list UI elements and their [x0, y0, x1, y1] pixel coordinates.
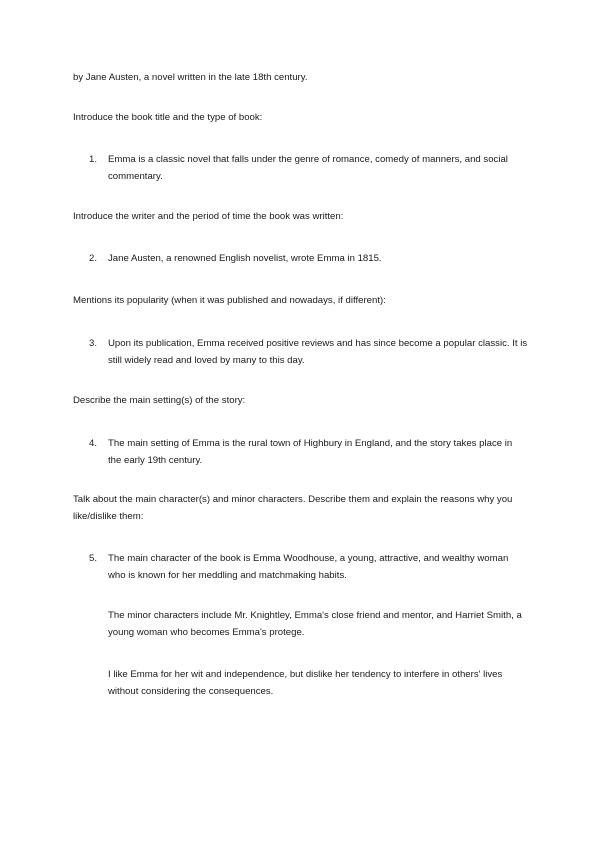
intro-line: by Jane Austen, a novel written in the late 18th century.	[73, 72, 308, 83]
list-number: 4.	[89, 438, 98, 449]
prompt-characters: Talk about the main character(s) and minor characters. Describe them and explain the reasons why you like/dislike them:	[73, 494, 513, 522]
prompt-book-title: Introduce the book title and the type of book:	[73, 112, 263, 123]
prompt-writer-period: Introduce the writer and the period of time the book was written:	[73, 211, 344, 222]
list-number: 5.	[89, 553, 98, 564]
list-number: 3.	[89, 338, 98, 349]
list-number: 2.	[89, 253, 98, 264]
answer-text: Upon its publication, Emma received positive reviews and has since become a popular classic. It is still widely read and loved by many to this day.	[108, 338, 528, 366]
opinion-paragraph: I like Emma for her wit and independence, but dislike her tendency to interfere in others' lives without considering the consequences.	[108, 669, 503, 697]
answer-text: The main character of the book is Emma Woodhouse, a young, attractive, and wealthy woman who is known for her meddling and matchmaking habits.	[108, 553, 509, 581]
answer-text: The main setting of Emma is the rural town of Highbury in England, and the story takes place in the early 19th century.	[108, 438, 513, 466]
prompt-popularity: Mentions its popularity (when it was published and nowadays, if different):	[73, 295, 386, 306]
answer-text: Jane Austen, a renowned English novelist, wrote Emma in 1815.	[108, 253, 382, 264]
list-number: 1.	[89, 154, 98, 165]
answer-text: Emma is a classic novel that falls under the genre of romance, comedy of manners, and social commentary.	[108, 154, 508, 182]
minor-characters-paragraph: The minor characters include Mr. Knightley, Emma's close friend and mentor, and Harriet Smith, a young woman who becomes Emma's protege.	[108, 610, 522, 638]
prompt-setting: Describe the main setting(s) of the story:	[73, 395, 246, 406]
